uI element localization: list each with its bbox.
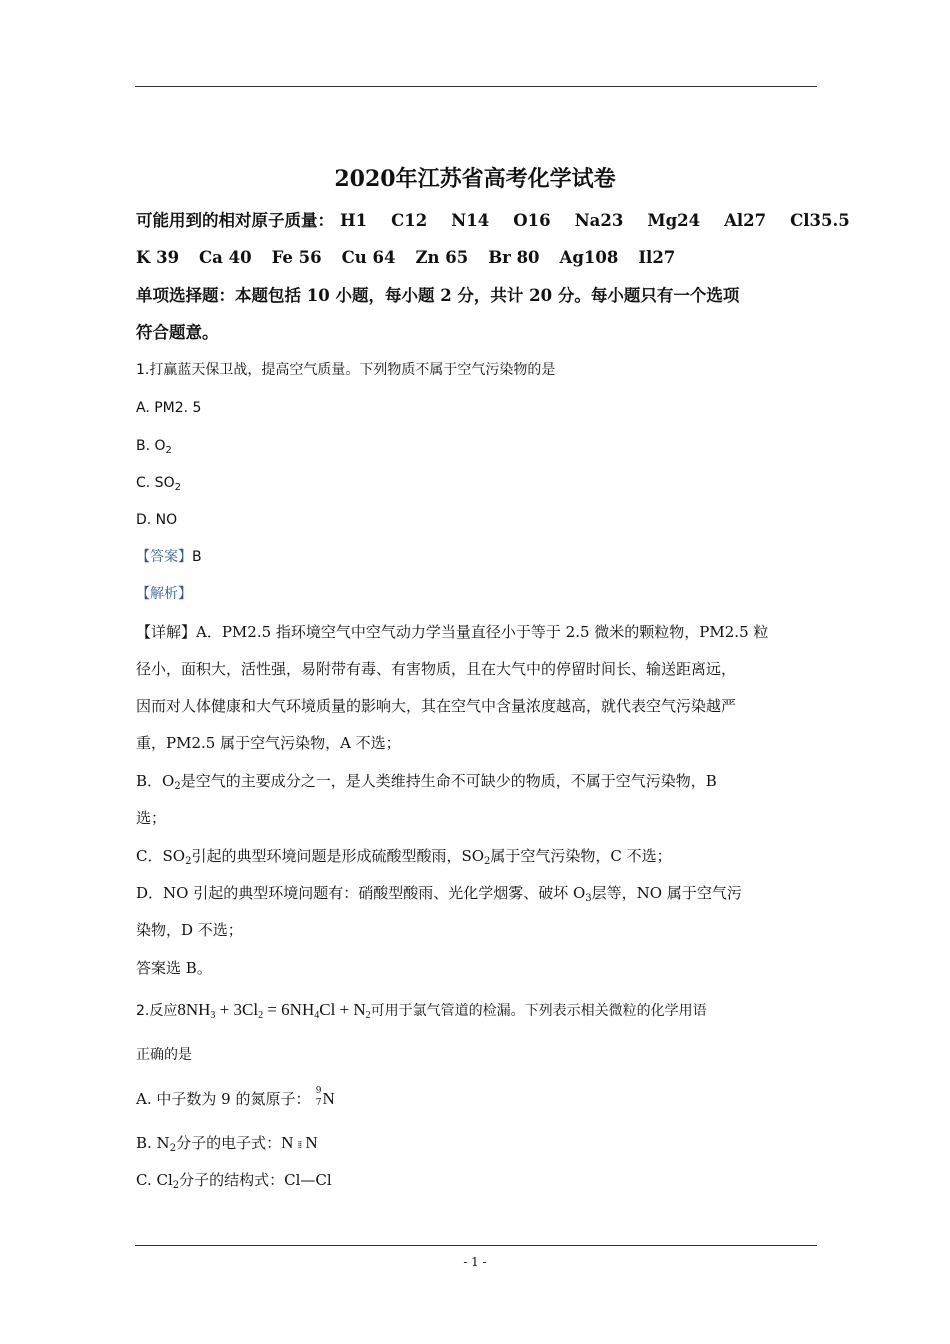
q1-option-b: B. $O_2$ [136, 438, 172, 456]
page-number: - 1 - [463, 1255, 487, 1269]
mass-item: Ag108 [559, 248, 619, 267]
question-1-stem: 1.打赢蓝天保卫战，提高空气质量。下列物质不属于空气污染物的是 [136, 362, 556, 378]
answer-value: B [192, 549, 202, 565]
reaction-equation: $8NH_3 + 3Cl_2 = 6NH_4Cl + N_2$ [177, 1000, 371, 1021]
mass-item: Il27 [638, 248, 676, 267]
electron-dots: ⁞⁞ [297, 1140, 302, 1151]
mass-item: K 39 [136, 248, 180, 267]
atomic-mass-line-1 [136, 211, 850, 231]
mass-item: H1 [340, 211, 368, 230]
mass-item: Br 80 [488, 248, 540, 267]
q2-option-a: A. 中子数为 9 的氮原子： 9 7 N [136, 1086, 335, 1108]
nuclide-notation: 9 7 [315, 1086, 322, 1108]
mass-item: O16 [513, 211, 551, 230]
mass-item: Na23 [574, 211, 624, 230]
section-heading: 单项选择题：本题包括 10 小题，每小题 2 分，共计 20 分。每小题只有一个选项 [136, 286, 740, 305]
q1-analysis-label: 【解析】 [136, 586, 192, 602]
mass-item: Cu 64 [341, 248, 396, 267]
mass-item: Ca 40 [199, 248, 252, 267]
q1-detail-line: 径小，面积大，活性强，易附带有毒、有害物质，且在大气中的停留时间长、输送距离远， [136, 660, 737, 678]
q1-conclusion: 答案选 B。 [136, 959, 212, 977]
q1-option-a: A. PM2. 5 [136, 400, 202, 416]
q1-detail-d: D．NO 引起的典型环境问题有：硝酸型酸雨、光化学烟雾、破坏 $O_3$层等，NO 属于空气污 [136, 884, 742, 904]
answer-label: 【答案】 [136, 549, 192, 565]
section-heading-cont: 符合题意。 [136, 323, 219, 342]
atomic-mass-line-2 [136, 248, 675, 268]
mass-item: Fe 56 [271, 248, 322, 267]
q1-detail-b: B．$O_2$是空气的主要成分之一，是人类维持生命不可缺少的物质，不属于空气污染物，B [136, 772, 717, 792]
q1-option-d: D. NO [136, 512, 178, 528]
page-title: 2020年江苏省高考化学试卷 [334, 166, 616, 192]
q1-detail-line: 【详解】A．PM2.5 指环境空气中空气动力学当量直径小于等于 2.5 微米的颗粒物，PM2.5 粒 [136, 623, 769, 641]
q2-option-b: B. $N_2$分子的电子式：N ⁞⁞ N [136, 1133, 318, 1154]
mass-item: Al27 [724, 211, 767, 230]
mass-item: Cl35.5 [790, 211, 850, 230]
q1-answer [136, 547, 202, 567]
q1-detail-line: 因而对人体健康和大气环境质量的影响大，其在空气中含量浓度越高，就代表空气污染越严 [136, 697, 737, 715]
header-rule [135, 86, 817, 87]
q1-detail-line: 重，PM2.5 属于空气污染物，A 不选； [136, 734, 401, 752]
mass-item: C12 [391, 211, 428, 230]
q1-detail-b-cont: 选； [136, 809, 167, 827]
q1-option-c: C. $SO_2$ [136, 475, 181, 493]
mass-item: Zn 65 [415, 248, 469, 267]
q1-detail-c: C．$SO_2$引起的典型环境问题是形成硫酸型酸雨，$SO_2$属于空气污染物，C 不选； [136, 847, 672, 867]
question-2-stem: 2.反应$8NH_3 + 3Cl_2 = 6NH_4Cl + N_2$可用于氯气管道的检漏。下列表示相关微粒的化学用语 [136, 1000, 707, 1021]
mass-item: N14 [451, 211, 490, 230]
q1-detail-d-cont: 染物，D 不选； [136, 921, 243, 939]
q2-option-c: C. $Cl_2$分子的结构式：Cl—Cl [136, 1171, 332, 1191]
mass-item: Mg24 [647, 211, 701, 230]
footer-rule [135, 1245, 817, 1246]
atomic-mass-label: 可能用到的相对原子质量： [136, 211, 334, 230]
question-2-stem-cont: 正确的是 [136, 1047, 192, 1063]
